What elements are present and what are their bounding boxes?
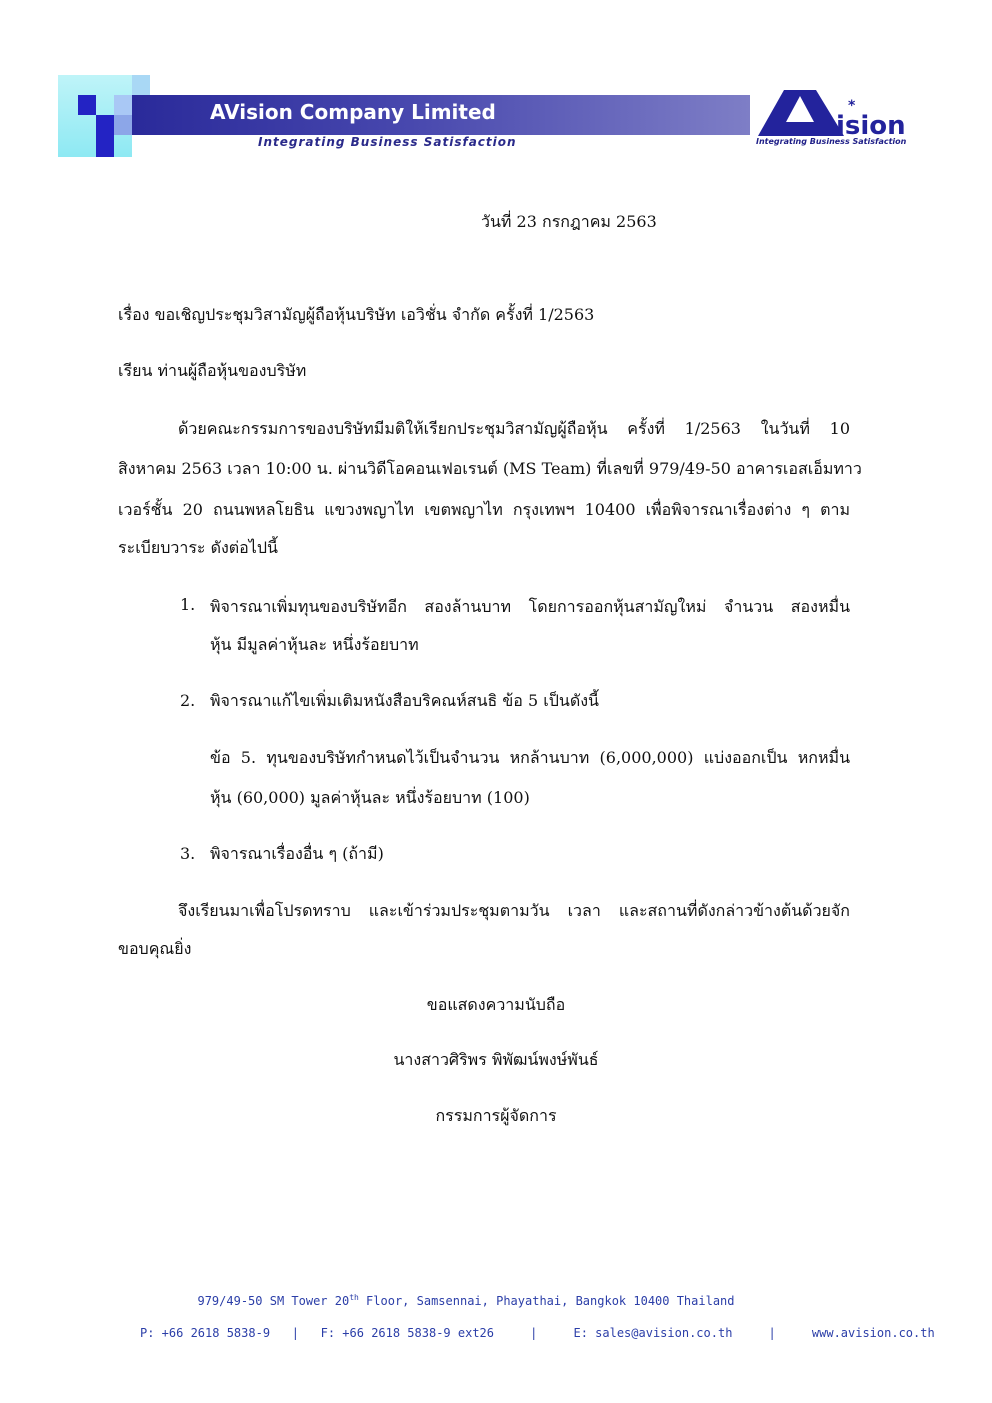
- intro-line: สิงหาคม 2563 เวลา 10:00 น. ผ่านวิดีโอคอนเฟอเรนต์ (MS Team) ที่เลขที่ 979/49-50 อาคารเอสเอ็มทาว: [118, 459, 862, 478]
- closing-line: จึงเรียนมาเพื่อโปรดทราบ และเข้าร่วมประชุมตามวัน เวลา และสถานที่ดังกล่าวข้างต้นด้วยจัก: [178, 901, 850, 920]
- logo-tagline: Integrating Business Satisfaction: [756, 137, 907, 146]
- footer-address-suffix: Floor, Samsennai, Phayathai, Bangkok 10400 Thailand: [358, 1294, 735, 1308]
- footer-address: [0, 1293, 932, 1308]
- agenda-detail: ข้อ 5. ทุนของบริษัทกำหนดไว้เป็นจำนวน หกล้านบาท (6,000,000) แบ่งออกเป็น หกหมื่น: [210, 748, 850, 767]
- agenda-number: 3.: [180, 844, 196, 863]
- agenda-text: พิจารณาแก้ไขเพิ่มเติมหนังสือบริคณห์สนธิ ข้อ 5 เป็นดังนี้: [210, 691, 599, 710]
- letter-salutation: เรียน ท่านผู้ถือหุ้นของบริษัท: [118, 361, 307, 380]
- agenda-detail: หุ้น (60,000) มูลค่าหุ้นละ หนึ่งร้อยบาท (100): [210, 788, 530, 807]
- letterhead-banner: [58, 75, 750, 157]
- letter-date: วันที่ 23 กรกฎาคม 2563: [481, 212, 657, 231]
- letter-subject: เรื่อง ขอเชิญประชุมวิสามัญผู้ถือหุ้นบริษัท เอวิชั่น จำกัด ครั้งที่ 1/2563: [118, 305, 595, 324]
- company-tagline: Integrating Business Satisfaction: [258, 135, 517, 149]
- agenda-number: 1.: [180, 595, 196, 614]
- agenda-text: หุ้น มีมูลค่าหุ้นละ หนึ่งร้อยบาท: [210, 635, 419, 654]
- footer-address-sup: th: [349, 1293, 359, 1302]
- decorative-square: [78, 95, 96, 115]
- intro-line: เวอร์ชั้น 20 ถนนพหลโยธิน แขวงพญาไท เขตพญาไท กรุงเทพฯ 10400 เพื่อพิจารณาเรื่องต่าง ๆ ตาม: [118, 500, 850, 519]
- intro-line: ด้วยคณะกรรมการของบริษัทมีมติให้เรียกประชุมวิสามัญผู้ถือหุ้น ครั้งที่ 1/2563 ในวันที่ 10: [178, 419, 850, 438]
- decorative-square: [114, 115, 132, 135]
- company-name: AVision Company Limited: [210, 100, 496, 124]
- svg-text:*: *: [848, 98, 856, 114]
- signer-title: กรรมการผู้จัดการ: [435, 1106, 557, 1125]
- intro-line: ระเบียบวาระ ดังต่อไปนี้: [118, 538, 278, 557]
- decorative-square: [132, 75, 150, 95]
- agenda-text: พิจารณาเรื่องอื่น ๆ (ถ้ามี): [210, 844, 384, 863]
- decorative-square: [96, 135, 114, 157]
- footer-contact: P: +66 2618 5838-9 | F: +66 2618 5838-9 ext26 | E: sales@avision.co.th | www.avision.co.th: [140, 1326, 935, 1340]
- agenda-text: พิจารณาเพิ่มทุนของบริษัทอีก สองล้านบาท โดยการออกหุ้นสามัญใหม่ จำนวน สองหมื่น: [210, 597, 850, 616]
- logo-wordmark: ision: [836, 111, 906, 141]
- decorative-square: [114, 95, 132, 115]
- footer-address-prefix: 979/49-50 SM Tower 20: [197, 1294, 350, 1308]
- regards: ขอแสดงความนับถือ: [426, 995, 566, 1014]
- agenda-number: 2.: [180, 691, 196, 710]
- signer-name: นางสาวศิริพร พิพัฒน์พงษ์พันธ์: [393, 1050, 599, 1069]
- closing-line: ขอบคุณยิ่ง: [118, 939, 192, 958]
- decorative-square: [96, 115, 114, 135]
